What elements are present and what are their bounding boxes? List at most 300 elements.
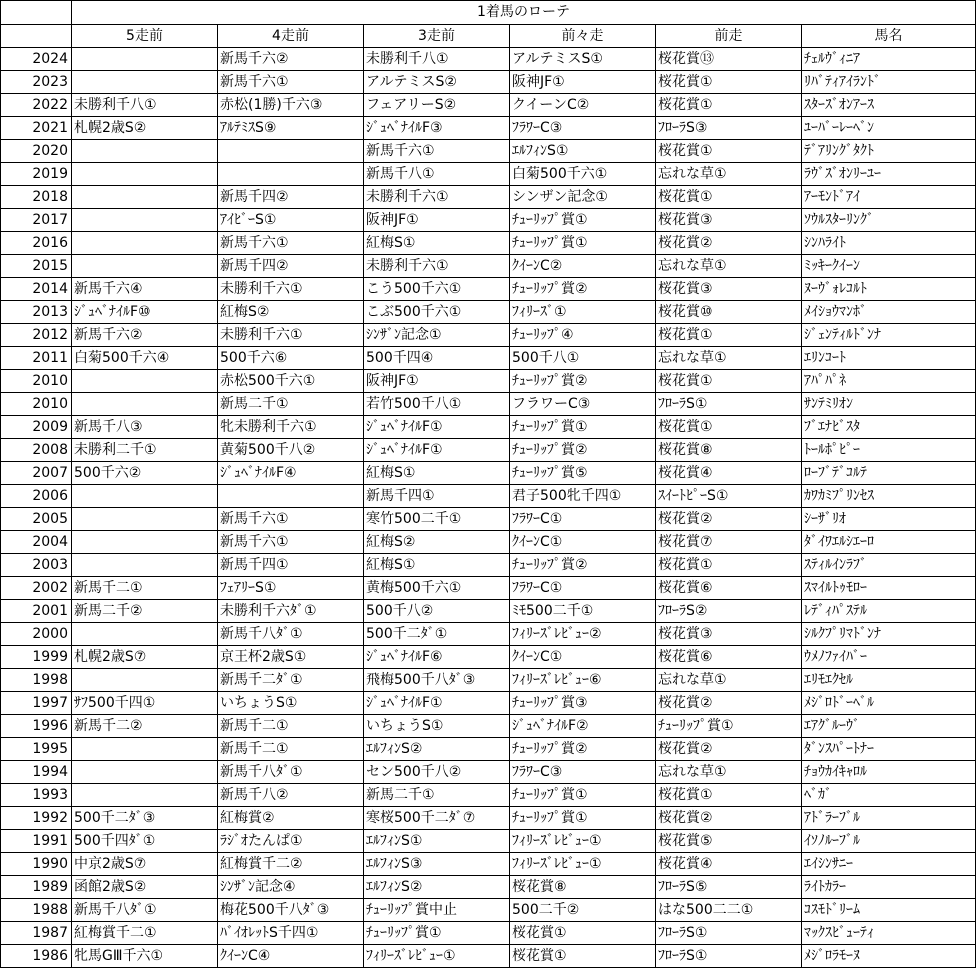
year-cell[interactable]: 2016 bbox=[1, 232, 72, 255]
year-cell[interactable]: 2019 bbox=[1, 163, 72, 186]
table-row bbox=[1, 439, 976, 462]
year-cell[interactable]: 1989 bbox=[1, 876, 72, 899]
race-4-before-cell[interactable]: 紅梅S② bbox=[218, 301, 364, 324]
year-cell[interactable]: 1993 bbox=[1, 784, 72, 807]
race-5-before-cell[interactable]: 新馬千六④ bbox=[72, 278, 218, 301]
year-cell[interactable]: 2012 bbox=[1, 324, 72, 347]
race-5-before-cell[interactable]: 札幌2歳S⑦ bbox=[72, 646, 218, 669]
previous-race-cell[interactable]: 忘れな草① bbox=[656, 669, 802, 692]
race-5-before-cell[interactable] bbox=[72, 554, 218, 577]
race-4-before-cell[interactable]: 500千六⑥ bbox=[218, 347, 364, 370]
table-row bbox=[1, 738, 976, 761]
table-row bbox=[1, 370, 976, 393]
race-3-before-cell[interactable]: 紅梅S① bbox=[364, 554, 510, 577]
previous-race-cell[interactable]: 桜花賞① bbox=[656, 554, 802, 577]
year-cell[interactable]: 2023 bbox=[1, 71, 72, 94]
horse-name-cell[interactable]: ｳﾒﾉﾌｧｲﾊﾞｰ bbox=[802, 646, 976, 669]
race-3-before-cell[interactable]: 未勝利千六① bbox=[364, 186, 510, 209]
race-2-before-cell[interactable]: ｸｲｰﾝC① bbox=[510, 646, 656, 669]
race-4-before-cell[interactable]: 新馬千六① bbox=[218, 232, 364, 255]
previous-race-cell[interactable]: ﾌﾛｰﾗS③ bbox=[656, 117, 802, 140]
previous-race-cell[interactable]: 桜花賞② bbox=[656, 508, 802, 531]
previous-race-cell[interactable]: 桜花賞⑤ bbox=[656, 830, 802, 853]
race-2-before-cell[interactable]: アルテミスS① bbox=[510, 48, 656, 71]
corner-cell[interactable] bbox=[1, 1, 72, 25]
horse-name-cell[interactable]: ｽﾏｲﾙﾄｩﾓﾛｰ bbox=[802, 577, 976, 600]
table-title[interactable]: 1着馬のローテ bbox=[72, 1, 976, 25]
year-cell[interactable]: 2000 bbox=[1, 623, 72, 646]
race-3-before-cell[interactable]: 未勝利千六① bbox=[364, 255, 510, 278]
horse-name-cell[interactable]: ﾒｼﾞﾛﾗﾓｰﾇ bbox=[802, 945, 976, 968]
race-3-before-cell[interactable]: ｼﾞｭﾍﾞﾅｲﾙF① bbox=[364, 692, 510, 715]
table-row bbox=[1, 117, 976, 140]
year-cell[interactable]: 1988 bbox=[1, 899, 72, 922]
horse-name-cell[interactable]: ﾐｯｷｰｸｲｰﾝ bbox=[802, 255, 976, 278]
race-2-before-cell[interactable]: 桜花賞① bbox=[510, 922, 656, 945]
year-cell[interactable]: 1999 bbox=[1, 646, 72, 669]
race-5-before-cell[interactable] bbox=[72, 255, 218, 278]
horse-name-cell[interactable]: ｴﾘﾓｴｸｾﾙ bbox=[802, 669, 976, 692]
race-4-before-cell[interactable]: 梅花500千八ﾀﾞ③ bbox=[218, 899, 364, 922]
header-2-races-before[interactable]: 前々走 bbox=[510, 25, 656, 48]
horse-name-cell[interactable]: ﾗｳﾞｽﾞｵﾝﾘｰﾕｰ bbox=[802, 163, 976, 186]
race-4-before-cell[interactable] bbox=[218, 163, 364, 186]
race-4-before-cell[interactable]: 赤松(1勝)千六③ bbox=[218, 94, 364, 117]
race-5-before-cell[interactable]: 新馬千八ﾀﾞ① bbox=[72, 899, 218, 922]
race-3-before-cell[interactable]: 紅梅S① bbox=[364, 232, 510, 255]
previous-race-cell[interactable]: 桜花賞① bbox=[656, 186, 802, 209]
race-4-before-cell[interactable]: 紅梅賞千二② bbox=[218, 853, 364, 876]
race-4-before-cell[interactable]: 新馬千二① bbox=[218, 738, 364, 761]
race-4-before-cell[interactable]: 新馬千六① bbox=[218, 531, 364, 554]
horse-name-cell[interactable]: ﾇｰｳﾞｫﾚｺﾙﾄ bbox=[802, 278, 976, 301]
horse-name-cell[interactable]: ｴﾘﾝｺｰﾄ bbox=[802, 347, 976, 370]
race-2-before-cell[interactable]: ﾌﾗﾜｰC③ bbox=[510, 117, 656, 140]
race-3-before-cell[interactable]: ｴﾙﾌｨﾝS② bbox=[364, 876, 510, 899]
table-row bbox=[1, 600, 976, 623]
race-4-before-cell[interactable]: いちょうS① bbox=[218, 692, 364, 715]
horse-name-cell[interactable]: ﾁｪﾙｳﾞｨﾆｱ bbox=[802, 48, 976, 71]
previous-race-cell[interactable]: 桜花賞① bbox=[656, 370, 802, 393]
race-4-before-cell[interactable]: 黄菊500千八② bbox=[218, 439, 364, 462]
year-cell[interactable]: 1992 bbox=[1, 807, 72, 830]
race-5-before-cell[interactable] bbox=[72, 393, 218, 416]
race-3-before-cell[interactable]: ｴﾙﾌｨﾝS② bbox=[364, 738, 510, 761]
year-cell[interactable]: 1994 bbox=[1, 761, 72, 784]
race-5-before-cell[interactable]: 中京2歳S⑦ bbox=[72, 853, 218, 876]
race-5-before-cell[interactable]: 白菊500千六④ bbox=[72, 347, 218, 370]
race-2-before-cell[interactable]: ﾁｭｰﾘｯﾌﾟ賞① bbox=[510, 784, 656, 807]
year-cell[interactable]: 2010 bbox=[1, 370, 72, 393]
race-3-before-cell[interactable]: ｴﾙﾌｨﾝS③ bbox=[364, 853, 510, 876]
race-3-before-cell[interactable]: 阪神JF① bbox=[364, 209, 510, 232]
previous-race-cell[interactable]: 桜花賞① bbox=[656, 71, 802, 94]
race-4-before-cell[interactable]: 未勝利千六ﾀﾞ① bbox=[218, 600, 364, 623]
race-2-before-cell[interactable]: 桜花賞① bbox=[510, 945, 656, 968]
race-4-before-cell[interactable]: 未勝利千六① bbox=[218, 324, 364, 347]
previous-race-cell[interactable]: はな500二二① bbox=[656, 899, 802, 922]
year-cell[interactable]: 2004 bbox=[1, 531, 72, 554]
horse-name-cell[interactable]: ｼｰｻﾞﾘｵ bbox=[802, 508, 976, 531]
race-5-before-cell[interactable] bbox=[72, 623, 218, 646]
horse-name-cell[interactable]: ﾕｰﾊﾞｰﾚｰﾍﾞﾝ bbox=[802, 117, 976, 140]
race-2-before-cell[interactable]: ﾁｭｰﾘｯﾌﾟ賞② bbox=[510, 554, 656, 577]
previous-race-cell[interactable]: ﾌﾛｰﾗS① bbox=[656, 393, 802, 416]
race-4-before-cell[interactable]: 新馬千四① bbox=[218, 554, 364, 577]
year-cell[interactable]: 2008 bbox=[1, 439, 72, 462]
race-2-before-cell[interactable]: 500二千② bbox=[510, 899, 656, 922]
race-4-before-cell[interactable]: 未勝利千六① bbox=[218, 278, 364, 301]
race-3-before-cell[interactable]: 紅梅S① bbox=[364, 462, 510, 485]
race-2-before-cell[interactable]: ｼﾞｭﾍﾞﾅｲﾙF② bbox=[510, 715, 656, 738]
race-4-before-cell[interactable]: 新馬千四② bbox=[218, 186, 364, 209]
horse-name-cell[interactable]: ｼﾙｸﾌﾟﾘﾏﾄﾞﾝﾅ bbox=[802, 623, 976, 646]
previous-race-cell[interactable]: 桜花賞⑧ bbox=[656, 439, 802, 462]
race-5-before-cell[interactable] bbox=[72, 761, 218, 784]
race-5-before-cell[interactable] bbox=[72, 48, 218, 71]
year-cell[interactable]: 2020 bbox=[1, 140, 72, 163]
header-previous-race[interactable]: 前走 bbox=[656, 25, 802, 48]
year-cell[interactable]: 2011 bbox=[1, 347, 72, 370]
year-cell[interactable]: 2017 bbox=[1, 209, 72, 232]
header-horse-name[interactable]: 馬名 bbox=[802, 25, 976, 48]
race-3-before-cell[interactable]: アルテミスS② bbox=[364, 71, 510, 94]
race-5-before-cell[interactable]: 函館2歳S② bbox=[72, 876, 218, 899]
previous-race-cell[interactable]: 桜花賞⑥ bbox=[656, 577, 802, 600]
race-3-before-cell[interactable]: 紅梅S② bbox=[364, 531, 510, 554]
horse-name-cell[interactable]: ﾏｯｸｽﾋﾞｭｰﾃｨ bbox=[802, 922, 976, 945]
previous-race-cell[interactable]: 桜花賞⑬ bbox=[656, 48, 802, 71]
race-3-before-cell[interactable]: 阪神JF① bbox=[364, 370, 510, 393]
horse-name-cell[interactable]: ｽﾃｨﾙｲﾝﾗﾌﾞ bbox=[802, 554, 976, 577]
year-cell[interactable]: 1990 bbox=[1, 853, 72, 876]
previous-race-cell[interactable]: 桜花賞④ bbox=[656, 462, 802, 485]
race-5-before-cell[interactable]: ｻﾌ500千四① bbox=[72, 692, 218, 715]
year-cell[interactable]: 2009 bbox=[1, 416, 72, 439]
race-4-before-cell[interactable]: 新馬千八② bbox=[218, 784, 364, 807]
race-2-before-cell[interactable]: 君子500牝千四① bbox=[510, 485, 656, 508]
race-5-before-cell[interactable]: 500千二ﾀﾞ③ bbox=[72, 807, 218, 830]
race-2-before-cell[interactable]: ﾁｭｰﾘｯﾌﾟ賞① bbox=[510, 807, 656, 830]
previous-race-cell[interactable]: ﾌﾛｰﾗS② bbox=[656, 600, 802, 623]
horse-name-cell[interactable]: ｴｱｸﾞﾙｰｳﾞ bbox=[802, 715, 976, 738]
header-year-cell[interactable] bbox=[1, 25, 72, 48]
previous-race-cell[interactable]: ﾌﾛｰﾗS① bbox=[656, 945, 802, 968]
race-3-before-cell[interactable]: ｼﾝｻﾞﾝ記念① bbox=[364, 324, 510, 347]
year-cell[interactable]: 1998 bbox=[1, 669, 72, 692]
horse-name-cell[interactable]: ｽﾀｰｽﾞｵﾝｱｰｽ bbox=[802, 94, 976, 117]
race-5-before-cell[interactable]: ｼﾞｭﾍﾞﾅｲﾙF⑩ bbox=[72, 301, 218, 324]
race-3-before-cell[interactable]: ｼﾞｭﾍﾞﾅｲﾙF① bbox=[364, 416, 510, 439]
race-2-before-cell[interactable]: ﾁｭｰﾘｯﾌﾟ賞① bbox=[510, 209, 656, 232]
race-5-before-cell[interactable]: 新馬千六② bbox=[72, 324, 218, 347]
race-2-before-cell[interactable]: ﾁｭｰﾘｯﾌﾟ賞① bbox=[510, 416, 656, 439]
race-4-before-cell[interactable]: 新馬千四② bbox=[218, 255, 364, 278]
race-2-before-cell[interactable]: フラワーC③ bbox=[510, 393, 656, 416]
race-5-before-cell[interactable] bbox=[72, 508, 218, 531]
previous-race-cell[interactable]: 桜花賞① bbox=[656, 416, 802, 439]
previous-race-cell[interactable]: ｽｲｰﾄﾋﾟｰS① bbox=[656, 485, 802, 508]
previous-race-cell[interactable]: 桜花賞⑩ bbox=[656, 301, 802, 324]
horse-name-cell[interactable]: ﾁｮｳｶｲｷｬﾛﾙ bbox=[802, 761, 976, 784]
previous-race-cell[interactable]: ﾌﾛｰﾗS① bbox=[656, 922, 802, 945]
race-5-before-cell[interactable] bbox=[72, 531, 218, 554]
previous-race-cell[interactable]: 桜花賞② bbox=[656, 807, 802, 830]
race-5-before-cell[interactable] bbox=[72, 186, 218, 209]
previous-race-cell[interactable]: 桜花賞③ bbox=[656, 278, 802, 301]
race-5-before-cell[interactable]: 500千六② bbox=[72, 462, 218, 485]
race-4-before-cell[interactable]: ｼﾝｻﾞﾝ記念④ bbox=[218, 876, 364, 899]
race-5-before-cell[interactable]: 新馬二千② bbox=[72, 600, 218, 623]
race-2-before-cell[interactable]: ﾐﾓ500二千① bbox=[510, 600, 656, 623]
horse-name-cell[interactable]: ｿｳﾙｽﾀｰﾘﾝｸﾞ bbox=[802, 209, 976, 232]
header-4-races-before[interactable]: 4走前 bbox=[218, 25, 364, 48]
table-row bbox=[1, 508, 976, 531]
race-4-before-cell[interactable]: 新馬千六② bbox=[218, 48, 364, 71]
year-cell[interactable]: 2015 bbox=[1, 255, 72, 278]
race-2-before-cell[interactable]: ﾁｭｰﾘｯﾌﾟ賞① bbox=[510, 232, 656, 255]
year-cell[interactable]: 1995 bbox=[1, 738, 72, 761]
race-4-before-cell[interactable]: ｱﾙﾃﾐｽS⑨ bbox=[218, 117, 364, 140]
race-5-before-cell[interactable]: 未勝利二千① bbox=[72, 439, 218, 462]
horse-name-cell[interactable]: ｲｿﾉﾙｰﾌﾞﾙ bbox=[802, 830, 976, 853]
race-2-before-cell[interactable]: ﾁｭｰﾘｯﾌﾟ賞③ bbox=[510, 692, 656, 715]
race-3-before-cell[interactable]: 新馬千八① bbox=[364, 163, 510, 186]
race-3-before-cell[interactable]: 未勝利千八① bbox=[364, 48, 510, 71]
race-4-before-cell[interactable]: 牝未勝利千六① bbox=[218, 416, 364, 439]
race-5-before-cell[interactable] bbox=[72, 209, 218, 232]
year-cell[interactable]: 1996 bbox=[1, 715, 72, 738]
race-5-before-cell[interactable]: 紅梅賞千二① bbox=[72, 922, 218, 945]
year-cell[interactable]: 2018 bbox=[1, 186, 72, 209]
race-5-before-cell[interactable]: 札幌2歳S② bbox=[72, 117, 218, 140]
table-row bbox=[1, 301, 976, 324]
race-4-before-cell[interactable]: 新馬千六① bbox=[218, 71, 364, 94]
horse-name-cell[interactable]: ｴｲｼﾝｻﾆｰ bbox=[802, 853, 976, 876]
race-4-before-cell[interactable]: 京王杯2歳S① bbox=[218, 646, 364, 669]
race-3-before-cell[interactable]: 500千四④ bbox=[364, 347, 510, 370]
year-cell[interactable]: 1987 bbox=[1, 922, 72, 945]
race-2-before-cell[interactable]: ﾁｭｰﾘｯﾌﾟ賞② bbox=[510, 370, 656, 393]
race-3-before-cell[interactable]: フェアリーS② bbox=[364, 94, 510, 117]
year-cell[interactable]: 2006 bbox=[1, 485, 72, 508]
race-5-before-cell[interactable] bbox=[72, 669, 218, 692]
horse-name-cell[interactable]: ﾄｰﾙﾎﾟﾋﾟｰ bbox=[802, 439, 976, 462]
race-4-before-cell[interactable]: 赤松500千六① bbox=[218, 370, 364, 393]
race-2-before-cell[interactable]: ﾌｨﾘｰｽﾞ① bbox=[510, 301, 656, 324]
horse-name-cell[interactable]: ﾍﾞｶﾞ bbox=[802, 784, 976, 807]
race-3-before-cell[interactable]: 新馬千六① bbox=[364, 140, 510, 163]
race-4-before-cell[interactable] bbox=[218, 140, 364, 163]
previous-race-cell[interactable]: 桜花賞④ bbox=[656, 853, 802, 876]
race-5-before-cell[interactable]: 新馬千二② bbox=[72, 715, 218, 738]
previous-race-cell[interactable]: 桜花賞③ bbox=[656, 209, 802, 232]
horse-name-cell[interactable]: ｼﾝﾊﾗｲﾄ bbox=[802, 232, 976, 255]
year-cell[interactable]: 2007 bbox=[1, 462, 72, 485]
previous-race-cell[interactable]: 忘れな草① bbox=[656, 255, 802, 278]
race-2-before-cell[interactable]: ﾌﾗﾜｰC① bbox=[510, 577, 656, 600]
year-cell[interactable]: 2021 bbox=[1, 117, 72, 140]
previous-race-cell[interactable]: 桜花賞① bbox=[656, 324, 802, 347]
year-cell[interactable]: 2014 bbox=[1, 278, 72, 301]
table-row bbox=[1, 945, 976, 968]
race-3-before-cell[interactable]: 新馬千四① bbox=[364, 485, 510, 508]
race-2-before-cell[interactable]: ﾁｭｰﾘｯﾌﾟ賞② bbox=[510, 738, 656, 761]
race-3-before-cell[interactable]: 飛梅500千八ﾀﾞ③ bbox=[364, 669, 510, 692]
race-4-before-cell[interactable]: 新馬千六① bbox=[218, 508, 364, 531]
race-4-before-cell[interactable]: 新馬千八ﾀﾞ① bbox=[218, 623, 364, 646]
race-3-before-cell[interactable]: 寒竹500二千① bbox=[364, 508, 510, 531]
race-2-before-cell[interactable]: ｴﾙﾌｨﾝS① bbox=[510, 140, 656, 163]
previous-race-cell[interactable]: 桜花賞① bbox=[656, 784, 802, 807]
year-cell[interactable]: 1986 bbox=[1, 945, 72, 968]
race-5-before-cell[interactable]: 新馬千八③ bbox=[72, 416, 218, 439]
race-3-before-cell[interactable]: 500千八② bbox=[364, 600, 510, 623]
horse-name-cell[interactable]: ﾛｰﾌﾞﾃﾞｺﾙﾃ bbox=[802, 462, 976, 485]
horse-name-cell[interactable]: ｻﾝﾃﾐﾘｵﾝ bbox=[802, 393, 976, 416]
race-2-before-cell[interactable]: 桜花賞⑧ bbox=[510, 876, 656, 899]
race-5-before-cell[interactable] bbox=[72, 784, 218, 807]
race-3-before-cell[interactable]: 500千二ﾀﾞ① bbox=[364, 623, 510, 646]
year-cell[interactable]: 2024 bbox=[1, 48, 72, 71]
race-4-before-cell[interactable]: 新馬二千① bbox=[218, 393, 364, 416]
header-3-races-before[interactable]: 3走前 bbox=[364, 25, 510, 48]
year-cell[interactable]: 2022 bbox=[1, 94, 72, 117]
race-4-before-cell[interactable]: 新馬千二① bbox=[218, 715, 364, 738]
race-4-before-cell[interactable]: ｸｲｰﾝC④ bbox=[218, 945, 364, 968]
race-3-before-cell[interactable]: こぶ500千六① bbox=[364, 301, 510, 324]
race-5-before-cell[interactable] bbox=[72, 71, 218, 94]
horse-name-cell[interactable]: ﾒｼﾞﾛﾄﾞｰﾍﾞﾙ bbox=[802, 692, 976, 715]
race-5-before-cell[interactable] bbox=[72, 738, 218, 761]
race-2-before-cell[interactable]: ﾌﾗﾜｰC① bbox=[510, 508, 656, 531]
race-2-before-cell[interactable]: 500千八① bbox=[510, 347, 656, 370]
year-cell[interactable]: 1991 bbox=[1, 830, 72, 853]
race-4-before-cell[interactable]: ｼﾞｭﾍﾞﾅｲﾙF④ bbox=[218, 462, 364, 485]
race-4-before-cell[interactable]: 新馬千二ﾀﾞ① bbox=[218, 669, 364, 692]
previous-race-cell[interactable]: 桜花賞① bbox=[656, 140, 802, 163]
race-3-before-cell[interactable]: ﾁｭｰﾘｯﾌﾟ賞中止 bbox=[364, 899, 510, 922]
race-2-before-cell[interactable]: シンザン記念① bbox=[510, 186, 656, 209]
race-2-before-cell[interactable]: ﾌｨﾘｰｽﾞﾚﾋﾞｭｰ⑥ bbox=[510, 669, 656, 692]
race-3-before-cell[interactable]: ﾌｨﾘｰｽﾞﾚﾋﾞｭｰ① bbox=[364, 945, 510, 968]
horse-name-cell[interactable]: ﾀﾞｲﾜｴﾙｼｴｰﾛ bbox=[802, 531, 976, 554]
previous-race-cell[interactable]: 忘れな草① bbox=[656, 761, 802, 784]
previous-race-cell[interactable]: 桜花賞② bbox=[656, 692, 802, 715]
previous-race-cell[interactable]: 桜花賞③ bbox=[656, 623, 802, 646]
race-2-before-cell[interactable]: クイーンC② bbox=[510, 94, 656, 117]
horse-name-cell[interactable]: ｶﾜｶﾐﾌﾟﾘﾝｾｽ bbox=[802, 485, 976, 508]
race-2-before-cell[interactable]: ｸｲｰﾝC① bbox=[510, 531, 656, 554]
race-2-before-cell[interactable]: ﾁｭｰﾘｯﾌﾟ賞② bbox=[510, 278, 656, 301]
race-2-before-cell[interactable]: 白菊500千六① bbox=[510, 163, 656, 186]
race-2-before-cell[interactable]: ﾌｨﾘｰｽﾞﾚﾋﾞｭｰ② bbox=[510, 623, 656, 646]
horse-name-cell[interactable]: ﾃﾞｱﾘﾝｸﾞﾀｸﾄ bbox=[802, 140, 976, 163]
year-cell[interactable]: 2001 bbox=[1, 600, 72, 623]
year-cell[interactable]: 2002 bbox=[1, 577, 72, 600]
year-cell[interactable]: 2005 bbox=[1, 508, 72, 531]
horse-name-cell[interactable]: ﾘﾊﾞﾃｨｱｲﾗﾝﾄﾞ bbox=[802, 71, 976, 94]
previous-race-cell[interactable]: ﾌﾛｰﾗS⑤ bbox=[656, 876, 802, 899]
horse-name-cell[interactable]: ﾗｲﾄｶﾗｰ bbox=[802, 876, 976, 899]
year-cell[interactable]: 2010 bbox=[1, 393, 72, 416]
race-3-before-cell[interactable]: ｼﾞｭﾍﾞﾅｲﾙF① bbox=[364, 439, 510, 462]
previous-race-cell[interactable]: 桜花賞② bbox=[656, 738, 802, 761]
race-3-before-cell[interactable]: ﾁｭｰﾘｯﾌﾟ賞① bbox=[364, 922, 510, 945]
race-2-before-cell[interactable]: ﾁｭｰﾘｯﾌﾟ賞② bbox=[510, 439, 656, 462]
race-3-before-cell[interactable]: ｼﾞｭﾍﾞﾅｲﾙF③ bbox=[364, 117, 510, 140]
horse-name-cell[interactable]: ｱｰﾓﾝﾄﾞｱｲ bbox=[802, 186, 976, 209]
horse-name-cell[interactable]: ﾚﾃﾞｨﾊﾟｽﾃﾙ bbox=[802, 600, 976, 623]
year-cell[interactable]: 2003 bbox=[1, 554, 72, 577]
race-5-before-cell[interactable]: 500千四ﾀﾞ① bbox=[72, 830, 218, 853]
race-3-before-cell[interactable]: ｴﾙﾌｨﾝS① bbox=[364, 830, 510, 853]
race-2-before-cell[interactable]: ﾌｨﾘｰｽﾞﾚﾋﾞｭｰ① bbox=[510, 853, 656, 876]
previous-race-cell[interactable]: 桜花賞② bbox=[656, 232, 802, 255]
table-row bbox=[1, 531, 976, 554]
race-5-before-cell[interactable]: 牝馬GⅢ千六① bbox=[72, 945, 218, 968]
year-cell[interactable]: 2013 bbox=[1, 301, 72, 324]
race-5-before-cell[interactable] bbox=[72, 370, 218, 393]
race-4-before-cell[interactable]: ﾊﾞｲｵﾚｯﾄS千四① bbox=[218, 922, 364, 945]
race-5-before-cell[interactable] bbox=[72, 163, 218, 186]
previous-race-cell[interactable]: 桜花賞⑥ bbox=[656, 646, 802, 669]
race-3-before-cell[interactable]: セン500千八② bbox=[364, 761, 510, 784]
race-3-before-cell[interactable]: 黄梅500千六① bbox=[364, 577, 510, 600]
race-3-before-cell[interactable]: こう500千六① bbox=[364, 278, 510, 301]
race-4-before-cell[interactable]: 新馬千八ﾀﾞ① bbox=[218, 761, 364, 784]
horse-name-cell[interactable]: ｼﾞｪﾝﾃｨﾙﾄﾞﾝﾅ bbox=[802, 324, 976, 347]
race-4-before-cell[interactable]: ﾌｪｱﾘｰS① bbox=[218, 577, 364, 600]
table-row bbox=[1, 462, 976, 485]
previous-race-cell[interactable]: 忘れな草① bbox=[656, 347, 802, 370]
previous-race-cell[interactable]: ﾁｭｰﾘｯﾌﾟ賞① bbox=[656, 715, 802, 738]
previous-race-cell[interactable]: 桜花賞① bbox=[656, 94, 802, 117]
race-5-before-cell[interactable] bbox=[72, 485, 218, 508]
race-4-before-cell[interactable] bbox=[218, 485, 364, 508]
race-3-before-cell[interactable]: いちょうS① bbox=[364, 715, 510, 738]
race-5-before-cell[interactable]: 新馬千二① bbox=[72, 577, 218, 600]
race-3-before-cell[interactable]: 寒桜500千二ﾀﾞ⑦ bbox=[364, 807, 510, 830]
race-4-before-cell[interactable]: ｱｲﾋﾞｰS① bbox=[218, 209, 364, 232]
horse-name-cell[interactable]: ｱﾄﾞﾗｰﾌﾞﾙ bbox=[802, 807, 976, 830]
table-row bbox=[1, 830, 976, 853]
race-4-before-cell[interactable]: ﾗｼﾞｵたんぱ① bbox=[218, 830, 364, 853]
race-2-before-cell[interactable]: ﾁｭｰﾘｯﾌﾟ賞⑤ bbox=[510, 462, 656, 485]
year-cell[interactable]: 1997 bbox=[1, 692, 72, 715]
horse-name-cell[interactable]: ﾒｲｼｮｳﾏﾝﾎﾞ bbox=[802, 301, 976, 324]
race-3-before-cell[interactable]: 若竹500千八① bbox=[364, 393, 510, 416]
race-2-before-cell[interactable]: 阪神JF① bbox=[510, 71, 656, 94]
header-5-races-before[interactable]: 5走前 bbox=[72, 25, 218, 48]
race-4-before-cell[interactable]: 紅梅賞② bbox=[218, 807, 364, 830]
race-3-before-cell[interactable]: ｼﾞｭﾍﾞﾅｲﾙF⑥ bbox=[364, 646, 510, 669]
race-2-before-cell[interactable]: ﾁｭｰﾘｯﾌﾟ④ bbox=[510, 324, 656, 347]
horse-name-cell[interactable]: ﾀﾞﾝｽﾊﾟｰﾄﾅｰ bbox=[802, 738, 976, 761]
previous-race-cell[interactable]: 桜花賞⑦ bbox=[656, 531, 802, 554]
horse-name-cell[interactable]: ｺｽﾓﾄﾞﾘｰﾑ bbox=[802, 899, 976, 922]
race-2-before-cell[interactable]: ｸｲｰﾝC② bbox=[510, 255, 656, 278]
race-5-before-cell[interactable] bbox=[72, 232, 218, 255]
race-3-before-cell[interactable]: 新馬二千① bbox=[364, 784, 510, 807]
race-5-before-cell[interactable] bbox=[72, 140, 218, 163]
race-5-before-cell[interactable]: 未勝利千八① bbox=[72, 94, 218, 117]
horse-name-cell[interactable]: ﾌﾞｴﾅﾋﾞｽﾀ bbox=[802, 416, 976, 439]
race-2-before-cell[interactable]: ﾌﾗﾜｰC③ bbox=[510, 761, 656, 784]
previous-race-cell[interactable]: 忘れな草① bbox=[656, 163, 802, 186]
race-2-before-cell[interactable]: ﾌｨﾘｰｽﾞﾚﾋﾞｭｰ① bbox=[510, 830, 656, 853]
horse-name-cell[interactable]: ｱﾊﾟﾊﾟﾈ bbox=[802, 370, 976, 393]
